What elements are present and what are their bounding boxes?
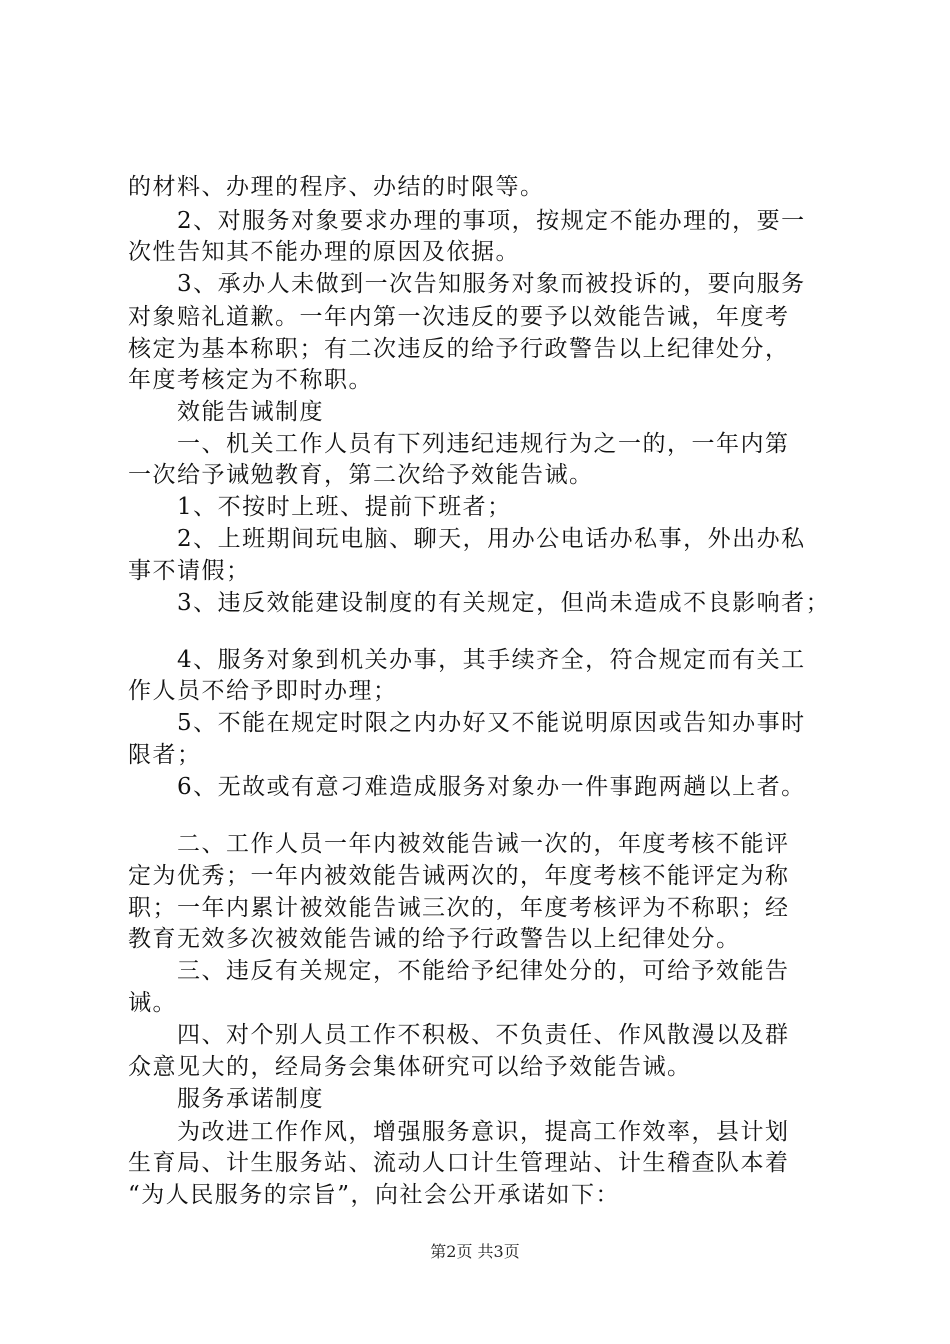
text-line: 事不请假； bbox=[128, 558, 251, 584]
page-number-footer: 第2页 共3页 bbox=[430, 1242, 520, 1261]
section-heading: 服务承诺制度 bbox=[128, 1086, 324, 1112]
text-line: 众意见大的，经局务会集体研究可以给予效能告诫。 bbox=[128, 1054, 692, 1080]
text-line: 职；一年内累计被效能告诫三次的，年度考核评为不称职；经 bbox=[128, 895, 790, 921]
text-line: 1、不按时上班、提前下班者； bbox=[128, 494, 512, 520]
text-line: 2、上班期间玩电脑、聊天，用办公电话办私事，外出办私 bbox=[128, 526, 806, 552]
text-line: 三、违反有关规定，不能给予纪律处分的，可给予效能告 bbox=[128, 958, 790, 984]
text-line: 对象赔礼道歉。一年内第一次违反的要予以效能告诫，年度考 bbox=[128, 304, 790, 330]
text-line: 作人员不给予即时办理； bbox=[128, 678, 398, 704]
text-line: 定为优秀；一年内被效能告诫两次的，年度考核不能评定为称 bbox=[128, 863, 790, 889]
text-line: 核定为基本称职；有二次违反的给予行政警告以上纪律处分， bbox=[128, 336, 790, 362]
section-heading: 效能告诫制度 bbox=[128, 399, 324, 425]
text-line: 次性告知其不能办理的原因及依据。 bbox=[128, 239, 520, 265]
text-line: 2、对服务对象要求办理的事项，按规定不能办理的，要一 bbox=[128, 208, 806, 234]
text-line: 6、无故或有意刁难造成服务对象办一件事跑两趟以上者。 bbox=[128, 774, 806, 800]
text-line: 的材料、办理的程序、办结的时限等。 bbox=[128, 174, 545, 200]
text-line: 3、违反效能建设制度的有关规定，但尚未造成不良影响者； bbox=[128, 590, 831, 616]
text-line: 一、机关工作人员有下列违纪违规行为之一的，一年内第 bbox=[128, 431, 790, 457]
text-line: 教育无效多次被效能告诫的给予行政警告以上纪律处分。 bbox=[128, 926, 741, 952]
text-line: “为人民服务的宗旨”，向社会公开承诺如下： bbox=[128, 1182, 621, 1208]
text-line: 4、服务对象到机关办事，其手续齐全，符合规定而有关工 bbox=[128, 647, 806, 673]
text-line: 四、对个别人员工作不积极、不负责任、作风散漫以及群 bbox=[128, 1022, 790, 1048]
text-line: 二、工作人员一年内被效能告诫一次的，年度考核不能评 bbox=[128, 831, 790, 857]
text-line: 限者； bbox=[128, 742, 202, 768]
text-line: 诫。 bbox=[128, 990, 177, 1016]
text-line: 一次给予诫勉教育，第二次给予效能告诫。 bbox=[128, 462, 594, 488]
text-line: 年度考核定为不称职。 bbox=[128, 367, 373, 393]
text-line: 5、不能在规定时限之内办好又不能说明原因或告知办事时 bbox=[128, 710, 806, 736]
text-line: 3、承办人未做到一次告知服务对象而被投诉的，要向服务 bbox=[128, 271, 806, 297]
text-line: 生育局、计生服务站、流动人口计生管理站、计生稽查队本着 bbox=[128, 1150, 790, 1176]
text-line: 为改进工作作风，增强服务意识，提高工作效率，县计划 bbox=[128, 1119, 790, 1145]
